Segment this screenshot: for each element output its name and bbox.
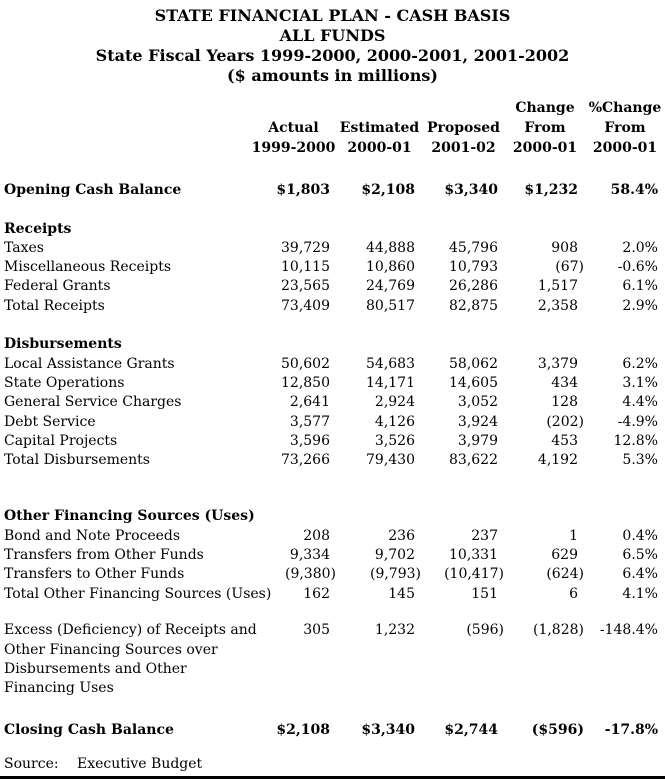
row-label: Opening Cash Balance [4,182,182,198]
cell-change: 6 [569,585,578,602]
row-label: Bond and Note Proceeds [4,527,181,544]
cell-pct-change: 58.4% [610,182,658,198]
cell-actual: 305 [303,622,330,639]
cell-change: 1 [569,527,578,544]
section-label: Other Financing Sources (Uses) [4,508,255,525]
row-debt-service [0,413,665,432]
row-label: Miscellaneous Receipts [4,259,172,276]
row-total-disbursements [0,451,665,470]
cell-proposed: 14,605 [449,374,498,391]
cell-change: 4,192 [537,452,578,469]
cell-estimated: 4,126 [374,413,415,430]
row-label: Federal Grants [4,278,111,295]
section-header-receipts [0,220,665,239]
cell-pct-change: 6.5% [622,547,658,564]
cell-actual: (9,380) [284,566,336,583]
cell-estimated: (9,793) [369,566,421,583]
cell-estimated: 2,924 [374,394,415,411]
cell-change: $1,232 [524,182,578,198]
cell-pct-change: 2.9% [622,297,658,314]
cell-proposed: 58,062 [449,355,498,372]
title-line-1: STATE FINANCIAL PLAN - CASH BASIS [154,6,511,25]
source-note [0,755,665,774]
section-header-other-financing [0,507,665,526]
cell-actual: 2,641 [289,394,330,411]
row-label: Local Assistance Grants [4,355,175,372]
cell-actual: 3,596 [289,432,330,449]
title-line-3: State Fiscal Years 1999-2000, 2000-2001, 2001-2002 [95,46,570,65]
row-label: Total Other Financing Sources (Uses) [4,585,272,602]
page-title [0,0,665,86]
cell-pct-change: -0.6% [617,259,658,276]
table-header [0,98,665,158]
cell-pct-change: 4.4% [622,394,658,411]
cell-proposed: 3,052 [457,394,498,411]
row-transfers-from-other-funds [0,546,665,565]
row-general-service-charges [0,393,665,412]
row-total-other-financing-sources [0,585,665,604]
cell-estimated: 14,171 [366,374,415,391]
cell-actual: $1,803 [276,182,330,198]
cell-proposed: $3,340 [444,182,498,198]
cell-change: (202) [546,413,584,430]
spacer [0,158,665,181]
cell-pct-change: 6.2% [622,355,658,372]
cell-proposed: 3,979 [457,432,498,449]
row-label: Total Receipts [4,297,105,314]
section-label: Receipts [4,220,72,237]
row-state-operations [0,374,665,393]
cell-pct-change: 12.8% [613,432,658,449]
cell-change: (67) [555,259,584,276]
row-label: Debt Service [4,413,96,430]
row-transfers-to-other-funds [0,565,665,584]
cell-estimated: 79,430 [366,452,415,469]
cell-proposed: 10,331 [449,547,498,564]
spacer [0,200,665,219]
row-label: Transfers to Other Funds [4,566,185,583]
source-value: Executive Budget [77,756,203,773]
col-header-actual: Actual 1999-2000 [251,120,336,156]
row-label: Capital Projects [4,432,118,449]
cell-change: 3,379 [537,355,578,372]
cell-proposed: 45,796 [449,239,498,256]
row-federal-grants [0,277,665,296]
section-header-disbursements [0,335,665,354]
section-label: Disbursements [4,336,122,353]
col-header-proposed: Proposed 2001-02 [427,120,500,156]
row-closing-cash-balance [0,721,665,740]
cell-change: 2,358 [537,297,578,314]
cell-estimated: 44,888 [366,239,415,256]
cell-pct-change: 4.1% [622,585,658,602]
cell-pct-change: 6.4% [622,566,658,583]
col-header-pct-change: %Change From 2000-01 [588,100,662,156]
cell-estimated: 80,517 [366,297,415,314]
cell-pct-change: 3.1% [622,374,658,391]
cell-pct-change: -17.8% [604,722,658,739]
col-header-change: Change From 2000-01 [512,100,578,156]
cell-change: 1,517 [537,278,578,295]
cell-pct-change: -4.9% [617,413,658,430]
cell-pct-change: 0.4% [622,527,658,544]
cell-proposed: 3,924 [457,413,498,430]
cell-actual: 73,409 [281,297,330,314]
col-header-estimated: Estimated 2000-01 [339,120,420,156]
cell-estimated: 24,769 [366,278,415,295]
cell-estimated: 145 [388,585,415,602]
row-label: Taxes [4,239,44,256]
cell-actual: 3,577 [289,413,330,430]
cell-actual: 9,334 [289,547,330,564]
spacer [0,604,665,622]
cell-actual: 12,850 [281,374,330,391]
cell-actual: 39,729 [281,239,330,256]
title-line-4: ($ amounts in millions) [227,66,438,85]
spacer [0,470,665,507]
cell-estimated: 54,683 [366,355,415,372]
cell-proposed: (596) [466,622,504,639]
row-taxes [0,239,665,258]
cell-change: 453 [551,432,578,449]
cell-proposed: $2,744 [444,722,498,739]
cell-change: 629 [551,547,578,564]
cell-change: (1,828) [532,622,584,639]
cell-proposed: 26,286 [449,278,498,295]
spacer [0,740,665,755]
cell-proposed: 82,875 [449,297,498,314]
bottom-rule [0,776,665,779]
title-line-2: ALL FUNDS [279,26,386,45]
cell-actual: 23,565 [281,278,330,295]
cell-proposed: 151 [471,585,498,602]
cell-estimated: 9,702 [374,547,415,564]
cell-proposed: 83,622 [449,452,498,469]
cell-pct-change: 2.0% [622,239,658,256]
row-bond-and-note-proceeds [0,527,665,546]
row-label: Total Disbursements [4,452,150,469]
cell-estimated: 236 [388,527,415,544]
cell-pct-change: 5.3% [622,452,658,469]
cell-actual: 10,115 [281,259,330,276]
row-label: Transfers from Other Funds [4,547,204,564]
spacer [0,699,665,722]
cell-pct-change: 6.1% [622,278,658,295]
row-opening-cash-balance [0,181,665,200]
cell-proposed: (10,417) [444,566,504,583]
cell-actual: $2,108 [276,722,330,739]
cell-change: 434 [551,374,578,391]
cell-estimated: 3,526 [374,432,415,449]
cell-actual: 73,266 [281,452,330,469]
row-label: Excess (Deficiency) of Receipts and Other Financing Sources over Disbursements and Other Financing Uses [4,622,257,697]
row-capital-projects [0,432,665,451]
row-label: State Operations [4,374,125,391]
cell-change: 908 [551,239,578,256]
cell-change: (624) [546,566,584,583]
row-local-assistance-grants [0,355,665,374]
row-label: General Service Charges [4,394,182,411]
row-miscellaneous-receipts [0,258,665,277]
col-header-label [0,98,250,158]
cell-actual: 50,602 [281,355,330,372]
cell-change: ($596) [531,722,584,739]
cell-change: 128 [551,394,578,411]
spacer [0,316,665,335]
cell-proposed: 10,793 [449,259,498,276]
cell-estimated: 10,860 [366,259,415,276]
cell-estimated: 1,232 [374,622,415,639]
cell-pct-change: -148.4% [599,622,658,639]
row-excess-deficiency [0,621,665,698]
cell-proposed: 237 [471,527,498,544]
cell-estimated: $2,108 [361,182,415,198]
row-label: Closing Cash Balance [4,722,174,739]
source-label: Source: [4,756,59,773]
row-total-receipts [0,297,665,316]
cell-actual: 162 [303,585,330,602]
cell-estimated: $3,340 [361,722,415,739]
cell-actual: 208 [303,527,330,544]
